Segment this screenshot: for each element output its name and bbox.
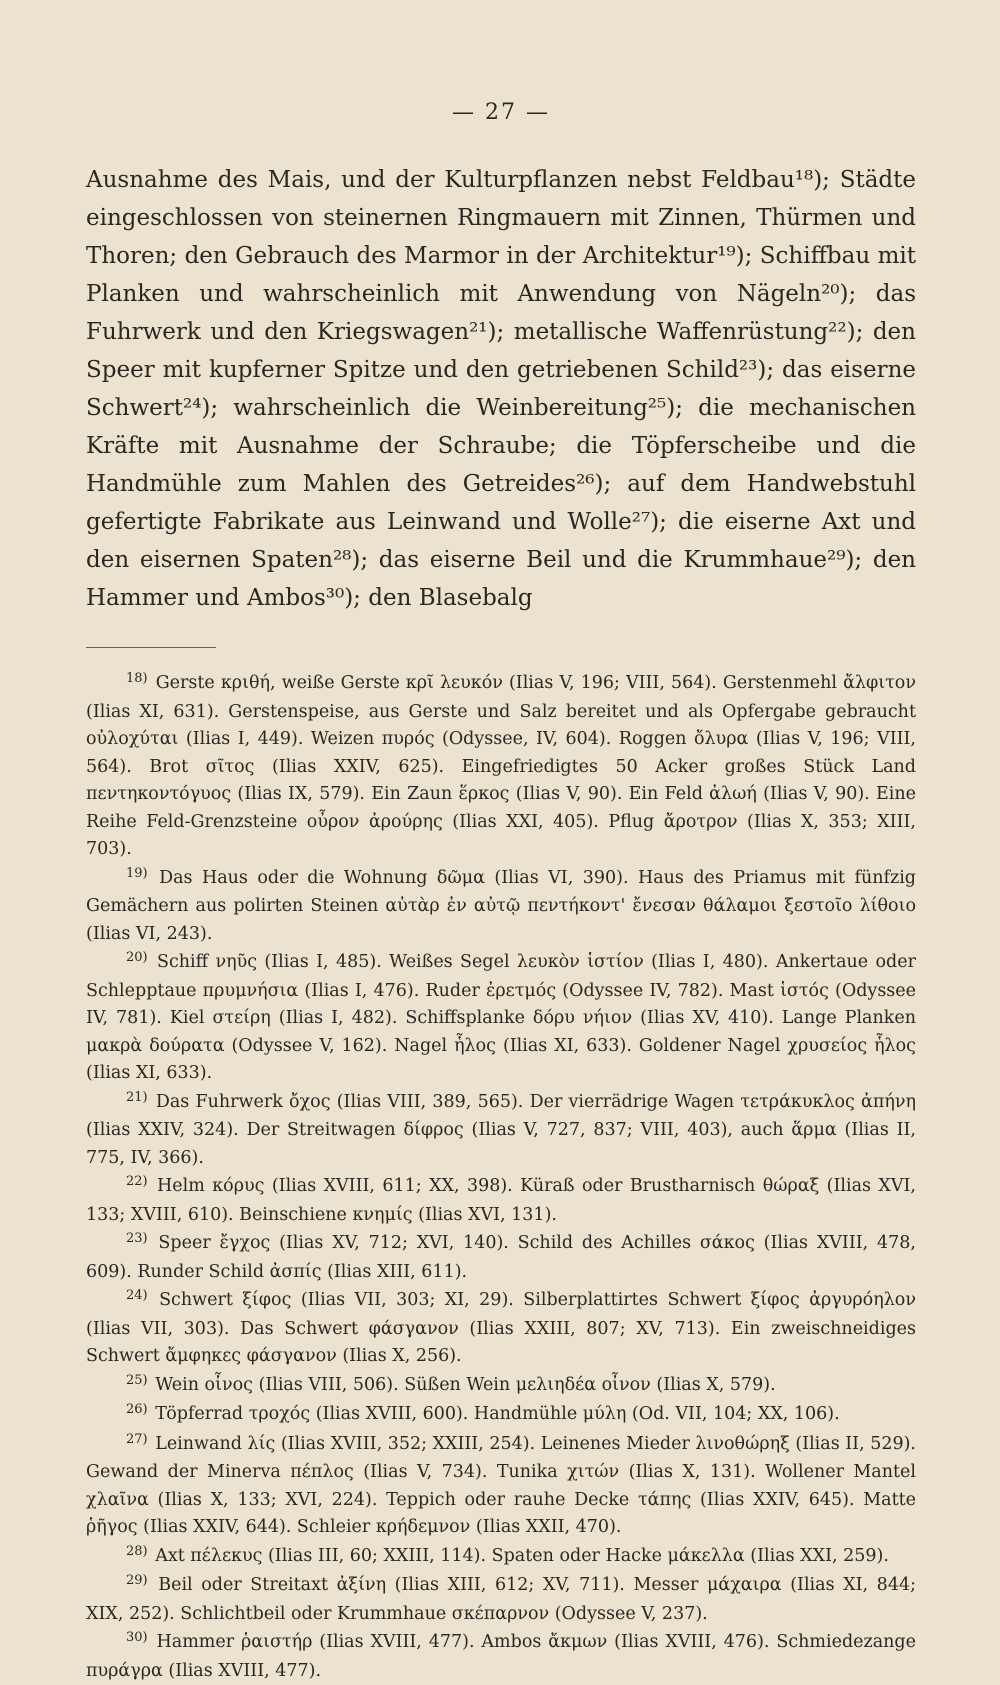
footnote-text: Schwert ξίφος (Ilias VII, 303; XI, 29). Silberplattirtes Schwert ξίφος ἀργυρόηλον (Ilias VII, 303). Das Schwert φάσγανον (Ilias XXIII, 807; XV, 713). Ein zweischneidiges Schwert ἄμφηκες φάσγανον (Ilias X, 256). — [86, 1290, 916, 1366]
page-number: — 27 — — [452, 100, 550, 125]
footnote-28 — [86, 1543, 916, 1572]
footnote-number: 21) — [126, 1089, 148, 1105]
footnote-text: Gerste κριθή, weiße Gerste κρῖ λευκόν (Ilias V, 196; VIII, 564). Gerstenmehl ἄλφιτον (Ilias XI, 631). Gerstenspeise, aus Gerste und Salz bereitet und als Opfergabe gebraucht οὐλοχύται (Ilias I, 449). Weizen πυρός (Odyssee, IV, 604). Roggen ὄλυρα (Ilias V, 196; VIII, 564). Brot σῖτος (Ilias XXIV, 625). Eingefriedigtes 50 Acker großes Stück Land πεντηκοντόγυος (Ilias IX, 579). Ein Zaun ἕρκος (Ilias V, 90). Ein Feld ἀλωή (Ilias V, 90). Eine Reihe Feld-Grenzsteine οὖρον ἀρούρης (Ilias XXI, 405). Pflug ἄροτρον (Ilias X, 353; XIII, 703). — [86, 673, 916, 859]
footnote-25 — [86, 1372, 916, 1401]
footnote-text: Töpferrad τροχός (Ilias XVIII, 600). Handmühle μύλη (Od. VII, 104; XX, 106). — [155, 1404, 840, 1424]
footnote-number: 27) — [126, 1431, 148, 1447]
footnote-number: 24) — [126, 1288, 148, 1303]
footnote-number: 18) — [126, 671, 148, 686]
footnote-21 — [86, 1089, 916, 1173]
footnote-text: Schiff νηῦς (Ilias I, 485). Weißes Segel λευκὸν ἱστίον (Ilias I, 480). Ankertaue oder Schlepptaue πρυμνήσια (Ilias I, 476). Ruder ἐρετμός (Odyssee IV, 782). Mast ἱστός (Odyssee IV, 781). Kiel στείρη (Ilias I, 482). Schiffsplanke δόρυ νήιον (Ilias XV, 410). Lange Planken μακρὰ δούρατα (Odyssee V, 162). Nagel ἧλος (Ilias XI, 633). Goldener Nagel χρυσείος ἧλος (Ilias XI, 633). — [86, 952, 916, 1083]
footnote-text: Wein οἶνος (Ilias VIII, 506). Süßen Wein μελιηδέα οἶνον (Ilias X, 579). — [155, 1374, 776, 1395]
footnote-divider — [86, 647, 216, 648]
footnote-number: 25) — [126, 1372, 148, 1388]
footnote-23 — [86, 1230, 916, 1286]
footnote-text: Helm κόρυς (Ilias XVIII, 611; XX, 398). Küraß oder Brustharnisch θώραξ (Ilias XVI, 133; XVIII, 610). Beinschiene κνημίς (Ilias XVI, 131). — [86, 1176, 916, 1225]
footnote-30 — [86, 1629, 916, 1685]
footnote-text: Speer ἔγχος (Ilias XV, 712; XVI, 140). Schild des Achilles σάκος (Ilias XVIII, 478, 609). Runder Schild ἀσπίς (Ilias XIII, 611). — [86, 1233, 916, 1282]
footnote-text: Leinwand λίς (Ilias XVIII, 352; XXIII, 254). Leinenes Mieder λινοθώρηξ (Ilias II, 529). Gewand der Minerva πέπλος (Ilias V, 734). Tunika χιτών (Ilias X, 131). Wollener Mantel χλαῖνα (Ilias X, 133; XVI, 224). Teppich oder rauhe Decke τάπης (Ilias XXIV, 645). Matte ῥῆγος (Ilias XXIV, 644). Schleier κρήδεμνον (Ilias XXII, 470). — [86, 1433, 916, 1537]
footnote-number: 22) — [126, 1174, 148, 1189]
footnote-29 — [86, 1572, 916, 1628]
footnote-number: 30) — [126, 1630, 148, 1645]
footnote-number: 23) — [126, 1231, 148, 1246]
footnote-number: 28) — [126, 1543, 148, 1559]
footnote-22 — [86, 1173, 916, 1229]
footnote-text: Hammer ῥαιστήρ (Ilias XVIII, 477). Ambos ἄκμων (Ilias XVIII, 476). Schmiedezange πυράγρα (Ilias XVIII, 477). — [86, 1632, 916, 1681]
footnote-number: 19) — [126, 865, 148, 881]
footnote-18 — [86, 670, 916, 864]
footnote-number: 20) — [126, 950, 148, 965]
footnotes — [86, 670, 916, 1685]
main-paragraph: Ausnahme des Mais, und der Kulturpflanzen nebst Feldbau¹⁸); Städte eingeschlossen von steinernen Ringmauern mit Zinnen, Thürmen und Thoren; den Gebrauch des Marmor in der Architektur¹⁹); Schiffbau mit Planken und wahrscheinlich mit Anwendung von Nägeln²⁰); das Fuhrwerk und den Kriegswagen²¹); metallische Waffenrüstung²²); den Speer mit kupferner Spitze und den getriebenen Schild²³); das eiserne Schwert²⁴); wahrscheinlich die Weinbereitung²⁵); die mechanischen Kräfte mit Ausnahme der Schraube; die Töpferscheibe und die Handmühle zum Mahlen des Getreides²⁶); auf dem Handwebstuhl gefertigte Fabrikate aus Leinwand und Wolle²⁷); die eiserne Axt und den eisernen Spaten²⁸); das eiserne Beil und die Krummhaue²⁹); den Hammer und Ambos³⁰); den Blasebalg — [86, 167, 916, 611]
footnote-20 — [86, 949, 916, 1088]
footnote-text: Das Fuhrwerk ὄχος (Ilias VIII, 389, 565). Der vierrädrige Wagen τετράκυκλος ἀπήνη (Ilias XXIV, 324). Der Streitwagen δίφρος (Ilias V, 727, 837; VIII, 403), auch ἅρμα (Ilias II, 775, IV, 366). — [86, 1091, 916, 1168]
footnote-number: 29) — [126, 1573, 148, 1588]
footnote-text: Axt πέλεκυς (Ilias III, 60; XXIII, 114). Spaten oder Hacke μάκελλα (Ilias XXI, 259). — [155, 1545, 889, 1566]
footnote-26 — [86, 1401, 916, 1430]
footnote-27 — [86, 1431, 916, 1542]
footnote-19 — [86, 865, 916, 949]
footnote-number: 26) — [126, 1402, 148, 1417]
footnote-24 — [86, 1287, 916, 1371]
footnote-text: Beil oder Streitaxt ἀξίνη (Ilias XIII, 612; XV, 711). Messer μάχαιρα (Ilias XI, 844; XIX, 252). Schlichtbeil oder Krummhaue σκέπαρνον (Odyssee V, 237). — [86, 1575, 916, 1624]
footnote-text: Das Haus oder die Wohnung δῶμα (Ilias VI, 390). Haus des Priamus mit fünfzig Gemächern aus polirten Steinen αὐτὰρ ἐν αὐτῷ πεντήκοντ' ἔνεσαν θάλαμοι ξεστοῖο λίθοιο (Ilias VI, 243). — [86, 867, 916, 944]
